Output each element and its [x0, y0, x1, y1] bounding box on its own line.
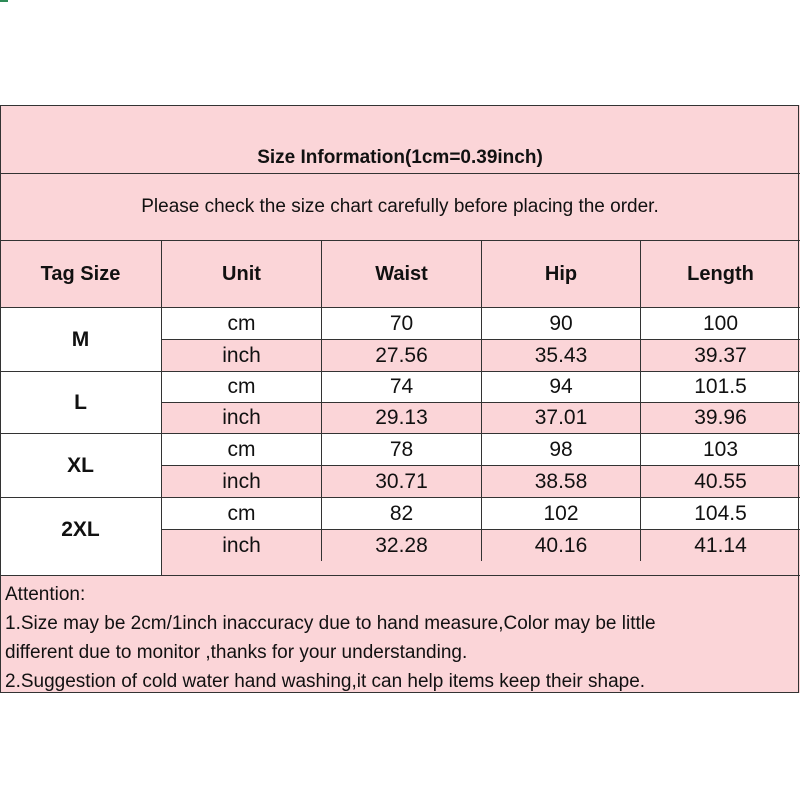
waist-cell: 32.28 — [321, 529, 481, 561]
waist-cell: 74 — [321, 371, 481, 402]
column-header-waist: Waist — [321, 240, 481, 307]
hip-cell: 102 — [481, 497, 640, 529]
size-notice: Please check the size chart carefully before placing the order. — [0, 173, 800, 240]
waist-cell: 30.71 — [321, 465, 481, 497]
hip-cell: 37.01 — [481, 402, 640, 433]
hip-cell: 35.43 — [481, 339, 640, 371]
waist-cell: 29.13 — [321, 402, 481, 433]
length-cell: 104.5 — [640, 497, 800, 529]
size-chart — [0, 105, 800, 693]
hip-cell: 98 — [481, 433, 640, 465]
length-cell: 41.14 — [640, 529, 800, 561]
chart-title: Size Information(1cm=0.39inch) — [0, 105, 800, 173]
length-cell: 40.55 — [640, 465, 800, 497]
hip-cell: 94 — [481, 371, 640, 402]
unit-cell: inch — [161, 465, 321, 497]
tag-size-cell: XL — [0, 433, 161, 497]
waist-cell: 78 — [321, 433, 481, 465]
waist-cell: 82 — [321, 497, 481, 529]
tag-size-cell: L — [0, 371, 161, 433]
attention-heading: Attention: — [5, 584, 86, 605]
unit-cell: cm — [161, 497, 321, 529]
waist-cell: 27.56 — [321, 339, 481, 371]
column-header-length: Length — [640, 240, 800, 307]
hip-cell: 90 — [481, 307, 640, 339]
top-accent-line — [0, 0, 8, 2]
tag-size-cell: 2XL — [0, 497, 161, 575]
unit-cell: inch — [161, 402, 321, 433]
length-cell: 39.37 — [640, 339, 800, 371]
column-header-hip: Hip — [481, 240, 640, 307]
unit-cell: inch — [161, 529, 321, 561]
column-header-unit: Unit — [161, 240, 321, 307]
length-cell: 101.5 — [640, 371, 800, 402]
unit-cell: cm — [161, 307, 321, 339]
column-header-tag-size: Tag Size — [0, 240, 161, 307]
length-cell: 100 — [640, 307, 800, 339]
waist-cell: 70 — [321, 307, 481, 339]
tag-size-cell: M — [0, 307, 161, 371]
unit-cell: inch — [161, 339, 321, 371]
attention-line: 1.Size may be 2cm/1inch inaccuracy due to hand measure,Color may be little — [5, 613, 656, 634]
attention-line: 2.Suggestion of cold water hand washing,it can help items keep their shape. — [5, 671, 646, 692]
attention-line: different due to monitor ,thanks for your understanding. — [5, 642, 468, 663]
hip-cell: 38.58 — [481, 465, 640, 497]
length-cell: 39.96 — [640, 402, 800, 433]
length-cell: 103 — [640, 433, 800, 465]
row-spacer — [161, 561, 800, 575]
hip-cell: 40.16 — [481, 529, 640, 561]
unit-cell: cm — [161, 371, 321, 402]
unit-cell: cm — [161, 433, 321, 465]
attention-note — [0, 575, 800, 693]
